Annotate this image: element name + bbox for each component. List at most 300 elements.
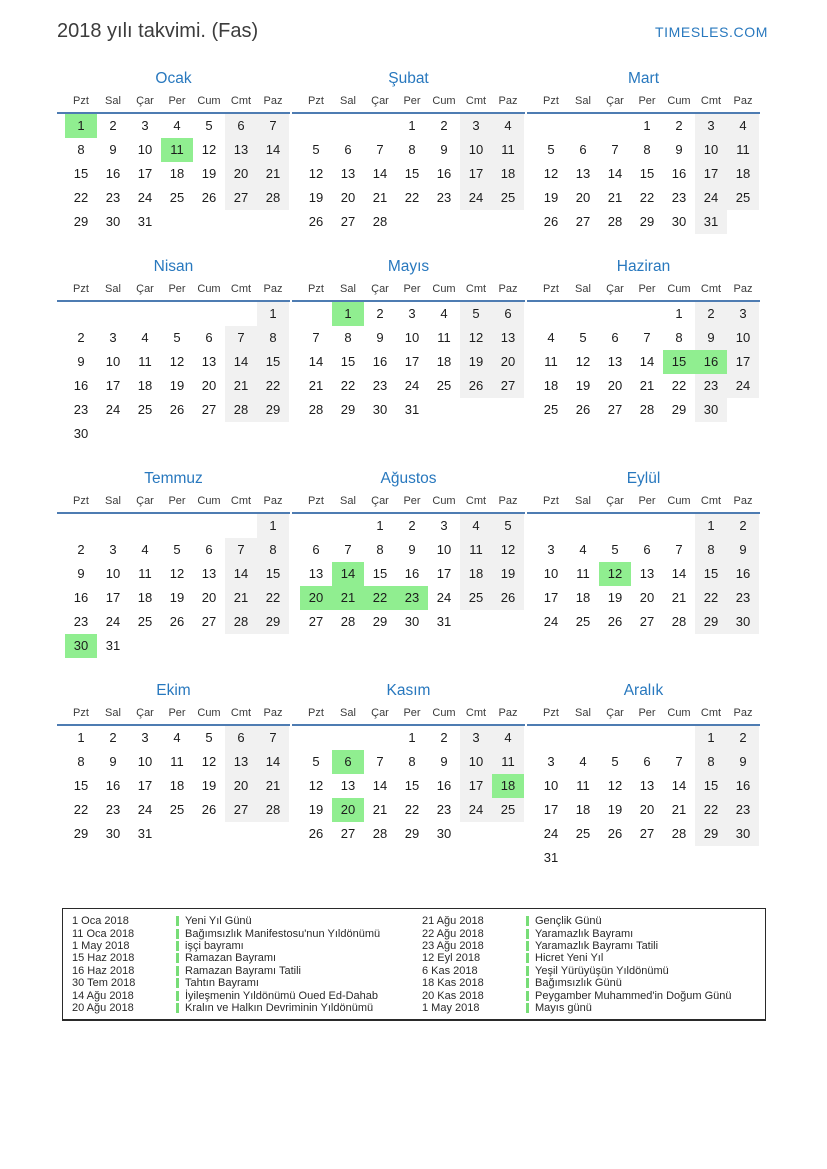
date-cell: 12 [308, 166, 324, 181]
month-title: Şubat [388, 70, 429, 87]
day-name-header: Çar [371, 707, 389, 719]
empty-cell [631, 726, 663, 750]
month-title: Mayıs [387, 258, 430, 275]
date-cell: 16 [695, 350, 727, 374]
date-cell: 2 [727, 726, 759, 750]
holiday-name: Tahtın Bayramı [185, 977, 259, 990]
day-name-header: Paz [263, 707, 283, 719]
day-name-header: Cum [667, 707, 691, 719]
date-cell: 9 [695, 326, 727, 350]
date-cell: 2 [109, 118, 117, 133]
date-cell: 21 [225, 374, 257, 398]
date-cell: 13 [340, 166, 356, 181]
date-cell: 12 [599, 562, 631, 586]
day-name-header: Cum [432, 95, 456, 107]
empty-cell [428, 398, 460, 422]
date-cell: 8 [675, 330, 683, 345]
week-row [292, 822, 525, 846]
month-calendar [57, 468, 290, 658]
empty-cell [663, 726, 695, 750]
holiday-marker-icon [176, 953, 179, 963]
day-name-header: Cum [667, 95, 691, 107]
weekday-header-row [527, 283, 760, 302]
day-name-header: Cmt [700, 495, 722, 507]
date-cell: 3 [460, 114, 492, 138]
date-cell: 18 [727, 162, 759, 186]
date-cell: 18 [460, 562, 492, 586]
date-cell: 17 [436, 566, 452, 581]
week-row [292, 610, 525, 634]
holiday-date: 12 Eyl 2018 [422, 952, 481, 965]
day-name-header: Çar [371, 283, 389, 295]
legend-entry [63, 940, 413, 952]
date-cell: 25 [575, 614, 591, 629]
date-cell: 13 [340, 778, 356, 793]
day-name-header: Per [638, 495, 656, 507]
legend-entry [63, 1002, 413, 1014]
date-cell: 20 [607, 378, 623, 393]
date-cell: 13 [639, 566, 655, 581]
date-cell: 10 [436, 542, 452, 557]
date-cell: 27 [492, 374, 524, 398]
date-cell: 26 [460, 374, 492, 398]
weekday-header-row [292, 95, 525, 114]
date-cell: 10 [105, 354, 121, 369]
week-row [292, 374, 525, 398]
date-cell: 9 [77, 566, 85, 581]
date-cell: 6 [344, 142, 352, 157]
date-cell: 25 [492, 186, 524, 210]
day-name-header: Pzt [308, 707, 324, 719]
week-row [57, 798, 290, 822]
site-link[interactable]: TIMESLES.COM [655, 24, 768, 40]
day-name-header: Pzt [543, 283, 559, 295]
legend-box [62, 908, 766, 1021]
date-cell: 11 [492, 750, 524, 774]
empty-cell [599, 114, 631, 138]
empty-cell [567, 726, 599, 750]
date-cell: 14 [607, 166, 623, 181]
week-row [57, 634, 290, 658]
date-cell: 22 [73, 190, 89, 205]
empty-cell [535, 114, 567, 138]
date-cell: 15 [404, 166, 420, 181]
holiday-date: 20 Ağu 2018 [72, 1001, 134, 1014]
date-cell: 2 [675, 118, 683, 133]
date-cell: 23 [372, 378, 388, 393]
holiday-date: 1 May 2018 [422, 1001, 480, 1014]
week-row [292, 302, 525, 326]
date-cell: 3 [141, 118, 149, 133]
empty-cell [599, 302, 631, 326]
empty-cell [428, 210, 460, 234]
weekday-header-row [292, 707, 525, 726]
date-cell: 19 [308, 190, 324, 205]
empty-cell [161, 822, 193, 846]
month-calendar [527, 680, 760, 870]
date-cell: 1 [257, 302, 289, 326]
date-cell: 22 [364, 586, 396, 610]
date-cell: 6 [312, 542, 320, 557]
date-cell: 25 [492, 798, 524, 822]
date-cell: 8 [643, 142, 651, 157]
date-cell: 26 [607, 614, 623, 629]
legend-entry [63, 965, 413, 977]
day-name-header: Per [403, 95, 421, 107]
date-cell: 20 [225, 774, 257, 798]
date-cell: 15 [340, 354, 356, 369]
date-cell: 26 [308, 214, 324, 229]
date-cell: 12 [201, 754, 217, 769]
date-cell: 16 [404, 566, 420, 581]
day-name-header: Sal [340, 495, 356, 507]
empty-cell [300, 302, 332, 326]
day-name-header: Pzt [73, 283, 89, 295]
holiday-date: 22 Ağu 2018 [422, 927, 484, 940]
day-name-header: Çar [371, 495, 389, 507]
week-row [292, 162, 525, 186]
date-cell: 14 [639, 354, 655, 369]
date-cell: 14 [372, 778, 388, 793]
day-name-header: Paz [498, 283, 518, 295]
empty-cell [161, 302, 193, 326]
date-cell: 28 [257, 798, 289, 822]
date-cell: 6 [643, 754, 651, 769]
day-name-header: Cmt [700, 283, 722, 295]
week-row [527, 750, 760, 774]
empty-cell [257, 422, 289, 446]
week-row [292, 138, 525, 162]
date-cell: 12 [492, 538, 524, 562]
date-cell: 19 [169, 590, 185, 605]
day-name-header: Per [168, 495, 186, 507]
date-cell: 20 [225, 162, 257, 186]
date-cell: 14 [257, 750, 289, 774]
date-cell: 10 [137, 754, 153, 769]
date-cell: 1 [376, 518, 384, 533]
date-cell: 16 [105, 778, 121, 793]
date-cell: 15 [695, 774, 727, 798]
date-cell: 14 [671, 566, 687, 581]
day-name-header: Per [638, 707, 656, 719]
week-row [57, 350, 290, 374]
holiday-date: 11 Oca 2018 [72, 927, 135, 940]
date-cell: 12 [201, 142, 217, 157]
day-name-header: Per [403, 495, 421, 507]
empty-cell [65, 302, 97, 326]
date-cell: 1 [695, 726, 727, 750]
date-cell: 29 [695, 822, 727, 846]
date-cell: 27 [607, 402, 623, 417]
date-cell: 24 [460, 798, 492, 822]
date-cell: 30 [65, 634, 97, 658]
date-cell: 22 [695, 798, 727, 822]
holiday-marker-icon [176, 929, 179, 939]
day-name-header: Çar [136, 495, 154, 507]
date-cell: 19 [460, 350, 492, 374]
date-cell: 14 [225, 562, 257, 586]
date-cell: 22 [671, 378, 687, 393]
month-calendar [57, 680, 290, 870]
legend-entry [63, 915, 413, 927]
date-cell: 20 [639, 802, 655, 817]
day-name-header: Pzt [308, 283, 324, 295]
month-calendar [527, 468, 760, 658]
day-name-header: Sal [105, 495, 121, 507]
empty-cell [567, 114, 599, 138]
day-name-header: Pzt [73, 95, 89, 107]
legend-entry [413, 965, 763, 977]
date-cell: 30 [727, 822, 759, 846]
day-name-header: Per [403, 283, 421, 295]
week-row [527, 562, 760, 586]
holiday-marker-icon [526, 991, 529, 1001]
date-cell: 13 [607, 354, 623, 369]
date-cell: 25 [137, 614, 153, 629]
month-calendar [527, 256, 760, 446]
date-cell: 7 [611, 142, 619, 157]
date-cell: 21 [671, 802, 687, 817]
holiday-date: 18 Kas 2018 [422, 977, 484, 990]
date-cell: 31 [436, 614, 452, 629]
date-cell: 18 [436, 354, 452, 369]
date-cell: 21 [332, 586, 364, 610]
month-title: Nisan [153, 258, 194, 275]
month-calendar [292, 468, 525, 658]
week-row [292, 114, 525, 138]
date-cell: 5 [173, 542, 181, 557]
date-cell: 25 [436, 378, 452, 393]
date-cell: 29 [695, 610, 727, 634]
empty-cell [161, 634, 193, 658]
date-cell: 8 [408, 142, 416, 157]
date-cell: 12 [607, 778, 623, 793]
day-name-header: Sal [340, 95, 356, 107]
date-cell: 27 [225, 186, 257, 210]
week-row [57, 726, 290, 750]
date-cell: 21 [671, 590, 687, 605]
date-cell: 16 [436, 166, 452, 181]
empty-cell [300, 114, 332, 138]
date-cell: 23 [73, 402, 89, 417]
date-cell: 17 [727, 350, 759, 374]
date-cell: 23 [436, 190, 452, 205]
date-cell: 6 [225, 726, 257, 750]
day-name-header: Cmt [465, 707, 487, 719]
month-title: Eylül [626, 470, 661, 487]
date-cell: 4 [440, 306, 448, 321]
date-cell: 28 [372, 214, 388, 229]
legend-entry [413, 940, 763, 952]
date-cell: 27 [639, 826, 655, 841]
week-row [57, 114, 290, 138]
date-cell: 7 [225, 326, 257, 350]
date-cell: 28 [225, 398, 257, 422]
legend-entry [63, 977, 413, 989]
date-cell: 7 [225, 538, 257, 562]
date-cell: 11 [437, 330, 451, 345]
week-row [292, 774, 525, 798]
empty-cell [332, 726, 364, 750]
date-cell: 29 [73, 214, 89, 229]
empty-cell [567, 302, 599, 326]
date-cell: 8 [257, 538, 289, 562]
date-cell: 19 [607, 802, 623, 817]
empty-cell [663, 846, 695, 870]
holiday-marker-icon [526, 929, 529, 939]
date-cell: 17 [460, 774, 492, 798]
date-cell: 27 [308, 614, 324, 629]
date-cell: 10 [460, 750, 492, 774]
holiday-date: 1 May 2018 [72, 939, 130, 952]
empty-cell [193, 634, 225, 658]
date-cell: 26 [201, 190, 217, 205]
empty-cell [727, 398, 759, 422]
date-cell: 2 [727, 514, 759, 538]
date-cell: 1 [257, 514, 289, 538]
date-cell: 7 [312, 330, 320, 345]
legend-entry [63, 989, 413, 1001]
date-cell: 16 [105, 166, 121, 181]
day-name-header: Cum [667, 495, 691, 507]
date-cell: 25 [169, 190, 185, 205]
date-cell: 14 [671, 778, 687, 793]
day-name-header: Cum [432, 283, 456, 295]
empty-cell [225, 422, 257, 446]
date-cell: 19 [607, 590, 623, 605]
date-cell: 7 [257, 726, 289, 750]
legend-entry [413, 952, 763, 964]
week-row [57, 538, 290, 562]
empty-cell [492, 822, 524, 846]
date-cell: 7 [376, 142, 384, 157]
date-cell: 11 [170, 754, 184, 769]
holiday-name: Yeşil Yürüyüşün Yıldönümü [535, 964, 669, 977]
date-cell: 15 [372, 566, 388, 581]
holiday-marker-icon [176, 966, 179, 976]
date-cell: 10 [404, 330, 420, 345]
week-row [57, 374, 290, 398]
date-cell: 29 [257, 610, 289, 634]
date-cell: 5 [579, 330, 587, 345]
date-cell: 6 [205, 542, 213, 557]
day-name-header: Cmt [230, 283, 252, 295]
months-grid [57, 68, 827, 892]
date-cell: 15 [639, 166, 655, 181]
week-row [292, 726, 525, 750]
date-cell: 18 [492, 774, 524, 798]
date-cell: 24 [105, 614, 121, 629]
date-cell: 10 [695, 138, 727, 162]
date-cell: 29 [404, 826, 420, 841]
holiday-name: Bağımsızlık Günü [535, 977, 622, 990]
week-row [527, 798, 760, 822]
date-cell: 2 [408, 518, 416, 533]
date-cell: 20 [492, 350, 524, 374]
date-cell: 17 [137, 166, 153, 181]
date-cell: 24 [460, 186, 492, 210]
legend-entry [63, 952, 413, 964]
page-header [0, 0, 827, 43]
date-cell: 9 [727, 538, 759, 562]
date-cell: 2 [695, 302, 727, 326]
date-cell: 25 [727, 186, 759, 210]
day-name-header: Cum [197, 95, 221, 107]
date-cell: 26 [169, 402, 185, 417]
date-cell: 28 [340, 614, 356, 629]
day-name-header: Cum [432, 495, 456, 507]
date-cell: 2 [77, 330, 85, 345]
weekday-header-row [527, 495, 760, 514]
date-cell: 1 [408, 118, 416, 133]
date-cell: 21 [607, 190, 623, 205]
holiday-name: Bağımsızlık Manifestosu'nun Yıldönümü [185, 927, 381, 940]
date-cell: 15 [257, 350, 289, 374]
date-cell: 25 [460, 586, 492, 610]
week-row [527, 302, 760, 326]
holiday-marker-icon [176, 1003, 179, 1013]
date-cell: 16 [73, 590, 89, 605]
date-cell: 5 [205, 118, 213, 133]
empty-cell [300, 514, 332, 538]
date-cell: 3 [109, 330, 117, 345]
month-title: Kasım [386, 682, 431, 699]
date-cell: 15 [663, 350, 695, 374]
date-cell: 29 [73, 826, 89, 841]
empty-cell [161, 422, 193, 446]
date-cell: 27 [639, 614, 655, 629]
day-name-header: Cum [667, 283, 691, 295]
date-cell: 28 [257, 186, 289, 210]
date-cell: 8 [77, 754, 85, 769]
date-cell: 7 [344, 542, 352, 557]
date-cell: 25 [543, 402, 559, 417]
week-row [292, 750, 525, 774]
week-row [527, 114, 760, 138]
holiday-name: Ramazan Bayramı [185, 952, 277, 965]
date-cell: 16 [436, 778, 452, 793]
date-cell: 22 [340, 378, 356, 393]
date-cell: 7 [675, 542, 683, 557]
holiday-name: Gençlik Günü [535, 915, 602, 928]
date-cell: 11 [460, 538, 492, 562]
month-calendar [527, 68, 760, 234]
empty-cell [97, 514, 129, 538]
date-cell: 10 [105, 566, 121, 581]
date-cell: 18 [137, 378, 153, 393]
day-name-header: Cum [197, 283, 221, 295]
date-cell: 11 [138, 354, 152, 369]
day-name-header: Pzt [73, 495, 89, 507]
empty-cell [300, 726, 332, 750]
week-row [527, 538, 760, 562]
week-row [292, 186, 525, 210]
date-cell: 11 [544, 354, 558, 369]
week-row [527, 186, 760, 210]
date-cell: 2 [77, 542, 85, 557]
date-cell: 30 [727, 610, 759, 634]
week-row [527, 846, 760, 870]
week-row [57, 326, 290, 350]
date-cell: 9 [77, 354, 85, 369]
date-cell: 15 [73, 166, 89, 181]
empty-cell [535, 726, 567, 750]
date-cell: 6 [643, 542, 651, 557]
week-row [57, 398, 290, 422]
legend-entry [413, 915, 763, 927]
date-cell: 15 [695, 562, 727, 586]
day-name-header: Pzt [308, 495, 324, 507]
